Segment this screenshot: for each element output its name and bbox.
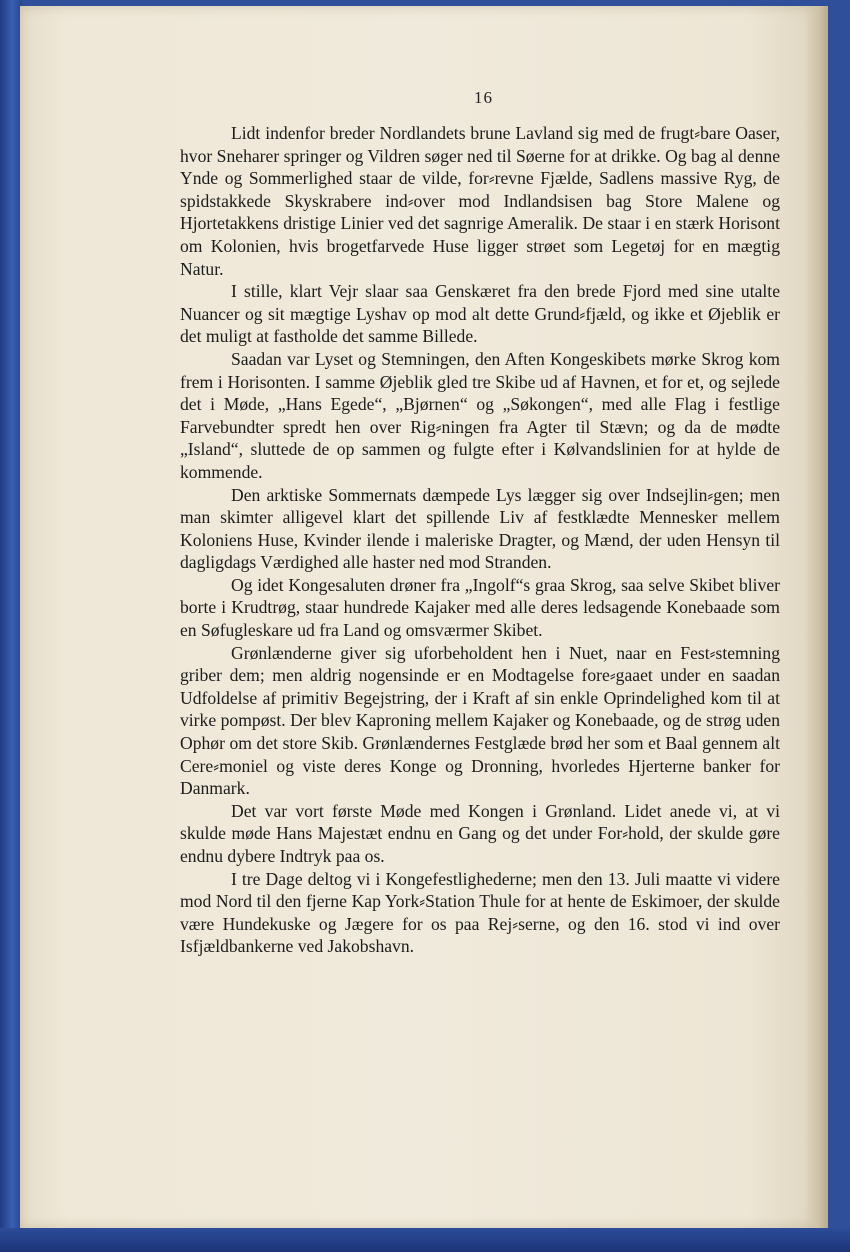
paragraph-5: Og idet Kongesaluten drøner fra „Ingolf“s graa Skrog, saa selve Skibet bliver borte i Krudtrøg, staar hundrede Kajaker med alle deres ledsagende Konebaade som en Søfugleskare ud fra Land og omsværmer Skibet. xyxy=(180,574,780,641)
paragraph-2: I stille, klart Vejr slaar saa Genskæret fra den brede Fjord med sine utalte Nuancer og sit mægtige Lyshav op mod alt dette Grund⸗fjæld, og ikke et Øjeblik er det muligt at fastholde det samme Billede. xyxy=(180,281,780,347)
page-edge xyxy=(804,6,828,1228)
paragraph-7: Det var vort første Møde med Kongen i Grønland. Lidet anede vi, at vi skulde møde Hans Majestæt endnu en Gang og det under For⸗hold, der skulde gøre endnu dybere Indtryk paa os. xyxy=(180,800,780,866)
paragraph-6: Grønlænderne giver sig uforbeholdent hen i Nuet, naar en Fest⸗stemning griber dem; men aldrig nogensinde er en Modtagelse fore⸗gaaet under en saadan Udfoldelse af primitiv Begejstring, der i Kraft af sin enkle Oprindelighed kom til at virke pompøst. Der blev Kaproning mellem Kajaker og Konebaade, og de strøg uden Ophør om det store Skib. Grønlændernes Festglæde brød her som et Baal gennem alt Cere⸗moniel og viste deres Konge og Dronning, hvorledes Hjerterne banker for Danmark. xyxy=(180,642,780,799)
paragraph-1: Lidt indenfor breder Nordlandets brune Lavland sig med de frugt⸗bare Oaser, hvor Sneharer springer og Vildren søger ned til Søerne for at drikke. Og bag al denne Ynde og Sommerlighed staar de vilde, for⸗revne Fjælde, Sadlens massive Ryg, de spidstakkede Skyskrabere ind⸗over mod Indlandsisen bag Store Malene og Hjortetakkens dristige Linier ved det sagnrige Ameralik. De staar i en stærk Horisont om Kolonien, hvis brogetfarvede Huse ligger strøet som Legetøj for en mægtig Natur. xyxy=(180,123,780,279)
book-binding-left xyxy=(0,0,22,1252)
page-number: 16 xyxy=(474,88,493,107)
paragraph-3: Saadan var Lyset og Stemningen, den Aften Kongeskibets mørke Skrog kom frem i Horisonten. I samme Øjeblik gled tre Skibe ud af Havnen, et for et, og sejlede det i Møde, „Hans Egede“, „Bjørnen“ og „Søkongen“, med alle Flag i festlige Farvebundter spredt hen over Rig⸗ningen fra Agter til Stævn; og da de mødte „Island“, sluttede de op sammen og fulgte efter i Kølvandslinien for at hylde de kommende. xyxy=(180,348,780,482)
paragraph-8: I tre Dage deltog vi i Kongefestlighederne; men den 13. Juli maatte vi videre mod Nord til den fjerne Kap York⸗Station Thule for at hente de Eskimoer, der skulde være Hundekuske og Jægere for os paa Rej⸗serne, og den 16. stod vi ind over Isfjældbankerne ved Jakobshavn. xyxy=(180,868,780,957)
paragraph-4: Den arktiske Sommernats dæmpede Lys lægger sig over Indsejlin⸗gen; men man skimter alligevel klart det spillende Liv af festklædte Mennesker mellem Koloniens Huse, Kvinder ilende i maleriske Dragter, og Mænd, der uden Hensyn til dagligdags Værdighed alle haster ned mod Stranden. xyxy=(180,484,780,573)
book-binding-bottom xyxy=(0,1228,850,1252)
body-text xyxy=(180,122,780,958)
